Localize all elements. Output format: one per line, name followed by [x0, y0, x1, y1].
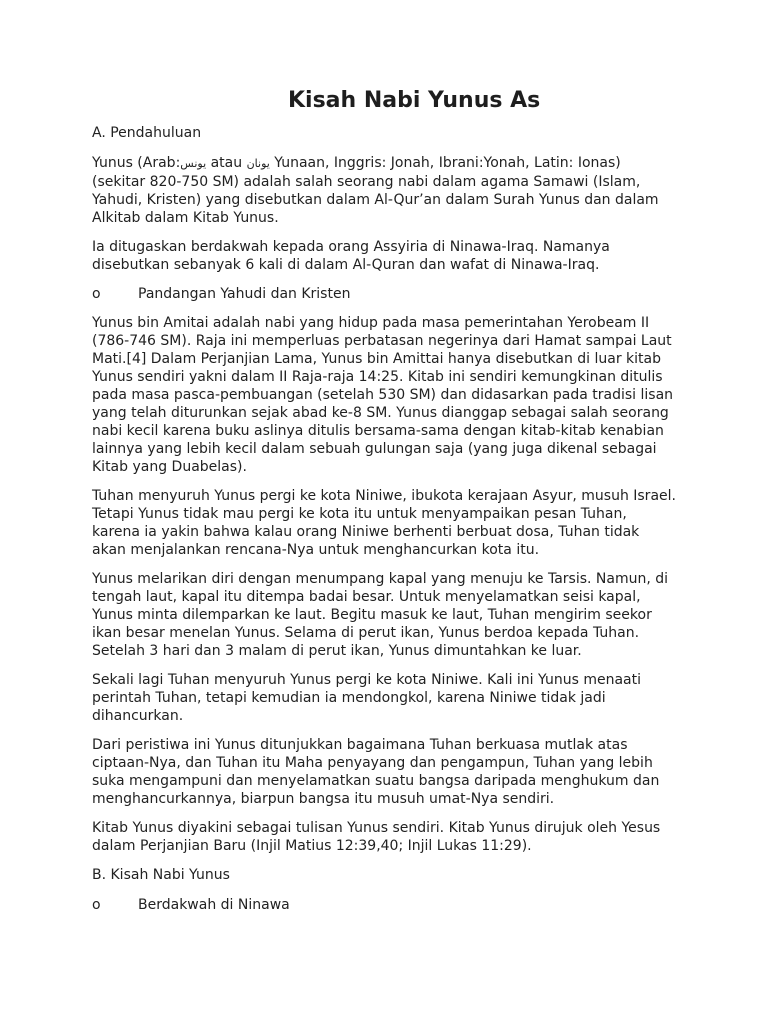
- section-heading-kisah: B. Kisah Nabi Yunus: [92, 867, 230, 883]
- document-page: [92, 86, 676, 925]
- paragraph-kitab: Kitab Yunus diyakini sebagai tulisan Yunus sendiri. Kitab Yunus dirujuk oleh Yesus dalam Perjanjian Baru (Injil Matius 12:39,40; Injil Lukas 11:29).: [92, 820, 661, 854]
- bullet-marker: o: [92, 286, 101, 302]
- arabic-name-yunus: يونس: [180, 157, 207, 170]
- paragraph-tugas: Ia ditugaskan berdakwah kepada orang Assyiria di Ninawa-Iraq. Namanya disebutkan sebanyak 6 kali di dalam Al-Quran dan wafat di Ninawa-Iraq.: [92, 239, 610, 273]
- intro-text-or: atau: [210, 155, 247, 171]
- paragraph-sekali: Sekali lagi Tuhan menyuruh Yunus pergi ke kota Niniwe. Kali ini Yunus menaati perintah Tuhan, tetapi kemudian ia mendongkol, karena Niniwe tidak jadi dihancurkan.: [92, 672, 641, 724]
- paragraph-peristiwa: Dari peristiwa ini Yunus ditunjukkan bagaimana Tuhan berkuasa mutlak atas ciptaan-Nya, dan Tuhan itu Maha penyayang dan pengampun, Tuhan yang lebih suka mengampuni dan menyelamatkan suatu bangsa daripada menghukum dan menghancurkannya, biarpun bangsa itu musuh umat-Nya sendiri.: [92, 737, 660, 807]
- section-heading-pendahuluan: A. Pendahuluan: [92, 125, 202, 141]
- arabic-name-yunan: يونان: [246, 157, 270, 170]
- bullet-pandangan: [92, 285, 676, 303]
- intro-text-rest: Yunaan, Inggris: Jonah, Ibrani:Yonah, Latin: Ionas) (sekitar 820-750 SM) adalah salah seorang nabi dalam agama Samawi (Islam, Yahudi, Kristen) yang disebutkan dalam Al-Qur’an dalam Surah Yunus dan dalam Alkitab dalam Kitab Yunus.: [92, 155, 659, 226]
- intro-text-start: Yunus (Arab:: [92, 155, 181, 171]
- document-title: Kisah Nabi Yunus As: [288, 88, 541, 113]
- bullet-text: Pandangan Yahudi dan Kristen: [138, 286, 351, 302]
- paragraph-amitai: Yunus bin Amitai adalah nabi yang hidup pada masa pemerintahan Yerobeam II (786-746 SM). Raja ini memperluas perbatasan negerinya dari Hamat sampai Laut Mati.[4] Dalam Perjanjian Lama, Yunus bin Amittai hanya disebutkan di luar kitab Yunus sendiri yakni dalam II Raja-raja 14:25. Kitab ini sendiri kemungkinan ditulis pada masa pasca-pembuangan (setelah 530 SM) dan didasarkan pada tradisi lisan yang telah diturunkan sejak abad ke-8 SM. Yunus dianggap sebagai salah seorang nabi kecil karena buku aslinya ditulis bersama-sama dengan kitab-kitab kenabian lainnya yang lebih kecil dalam sebuah gulungan saja (yang juga dikenal sebagai Kitab yang Duabelas).: [92, 315, 674, 475]
- bullet-berdakwah: [92, 896, 676, 914]
- bullet-text: Berdakwah di Ninawa: [138, 897, 290, 913]
- intro-paragraph: [92, 154, 676, 227]
- paragraph-niniwe: Tuhan menyuruh Yunus pergi ke kota Niniwe, ibukota kerajaan Asyur, musuh Israel. Tetapi Yunus tidak mau pergi ke kota itu untuk menyampaikan pesan Tuhan, karena ia yakin bahwa kalau orang Niniwe berhenti berbuat dosa, Tuhan tidak akan menjalankan rencana-Nya untuk menghancurkan kota itu.: [92, 488, 676, 558]
- bullet-marker: o: [92, 897, 101, 913]
- paragraph-tarsis: Yunus melarikan diri dengan menumpang kapal yang menuju ke Tarsis. Namun, di tengah laut, kapal itu ditempa badai besar. Untuk menyelamatkan seisi kapal, Yunus minta dilemparkan ke laut. Begitu masuk ke laut, Tuhan mengirim seekor ikan besar menelan Yunus. Selama di perut ikan, Yunus berdoa kepada Tuhan. Setelah 3 hari dan 3 malam di perut ikan, Yunus dimuntahkan ke luar.: [92, 571, 669, 659]
